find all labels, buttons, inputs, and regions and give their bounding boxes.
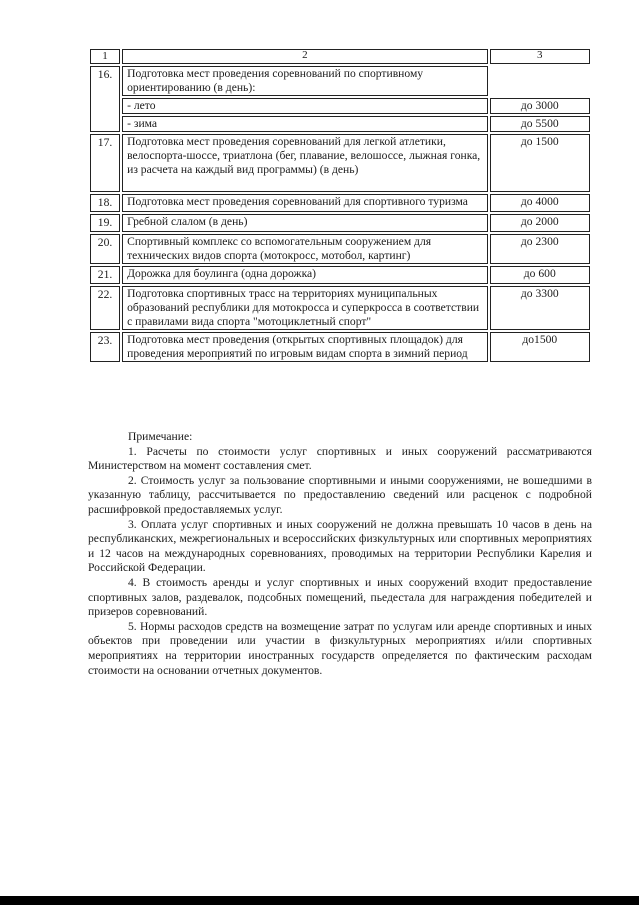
price-table [88, 47, 592, 364]
table-row [90, 332, 590, 362]
table-row [90, 98, 590, 114]
row-number: 16. [90, 66, 120, 132]
table-row [90, 234, 590, 264]
row-name: Подготовка мест проведения соревнований по спортивному ориентированию (в день): [122, 66, 487, 96]
row-name: Гребной слалом (в день) [122, 214, 487, 232]
row-price: до 1500 [490, 134, 590, 192]
table-row [90, 266, 590, 284]
note-item: 4. В стоимость аренды и услуг спортивных и иных сооружений входит предоставление спортивных залов, раздевалок, подсобных помещений, пьедестала для награждения победителей и призеров соревнований. [88, 575, 592, 619]
table-row [90, 214, 590, 232]
row-name: Подготовка мест проведения соревнований для спортивного туризма [122, 194, 487, 212]
row-name: - лето [122, 98, 487, 114]
row-number: 20. [90, 234, 120, 264]
notes-section [88, 430, 592, 678]
note-item: 2. Стоимость услуг за пользование спортивными и иными сооружениями, не вошедшими в указанную таблицу, рассчитывается по предоставлению сведений или расценок с подробной расшифровкой предоставляемых услуг. [88, 473, 592, 516]
row-price: до 5500 [490, 116, 590, 132]
row-number: 22. [90, 286, 120, 330]
header-col-1: 1 [90, 49, 120, 64]
row-number: 19. [90, 214, 120, 232]
row-name: Подготовка мест проведения (открытых спортивных площадок) для проведения мероприятий по игровым видам спорта в зимний период [122, 332, 487, 362]
scan-bottom-edge [0, 896, 639, 905]
header-col-3: 3 [490, 49, 590, 64]
table-row [90, 134, 590, 192]
row-number: 18. [90, 194, 120, 212]
row-name: Подготовка спортивных трасс на территориях муниципальных образований республики для мотокросса и суперкросса в соответствии с правилами вида спорта "мотоциклетный спорт" [122, 286, 487, 330]
note-item: 1. Расчеты по стоимости услуг спортивных и иных сооружений рассматриваются Министерством на момент составления смет. [88, 444, 592, 473]
row-name: Спортивный комплекс со вспомогательным сооружением для технических видов спорта (мотокросс, мотобол, картинг) [122, 234, 487, 264]
row-price: до1500 [490, 332, 590, 362]
row-number: 21. [90, 266, 120, 284]
table-row [90, 116, 590, 132]
row-price [490, 66, 590, 96]
row-name: - зима [122, 116, 487, 132]
row-price: до 2000 [490, 214, 590, 232]
note-item: 3. Оплата услуг спортивных и иных сооружений не должна превышать 10 часов в день на республиканских, межрегиональных и всероссийских физкультурных или спортивных мероприятиях и 12 часов на международных соревнованиях, проводимых на территории Республики Карелия и Российской Федерации. [88, 517, 592, 575]
notes-title: Примечание: [128, 430, 193, 443]
table-row [90, 286, 590, 330]
row-name: Дорожка для боулинга (одна дорожка) [122, 266, 487, 284]
table-header-row [90, 49, 590, 64]
row-price: до 3300 [490, 286, 590, 330]
row-price: до 3000 [490, 98, 590, 114]
table-row [90, 194, 590, 212]
row-price: до 4000 [490, 194, 590, 212]
header-col-2: 2 [122, 49, 487, 64]
row-name: Подготовка мест проведения соревнований для легкой атлетики, велоспорта-шоссе, триатлона (бег, плавание, велошоссе, лыжная гонка, из расчета на каждый вид программы) (в день) [122, 134, 487, 192]
table-row [90, 66, 590, 96]
row-price: до 600 [490, 266, 590, 284]
row-price: до 2300 [490, 234, 590, 264]
row-number: 23. [90, 332, 120, 362]
note-item: 5. Нормы расходов средств на возмещение затрат по услугам или аренде спортивных и иных объектов при проведении или участии в физкультурных мероприятиях и/или спортивных мероприятиях на территории иностранных государств определяется по фактическим расходам стоимости на основании отчетных документов. [88, 619, 592, 677]
row-number: 17. [90, 134, 120, 192]
